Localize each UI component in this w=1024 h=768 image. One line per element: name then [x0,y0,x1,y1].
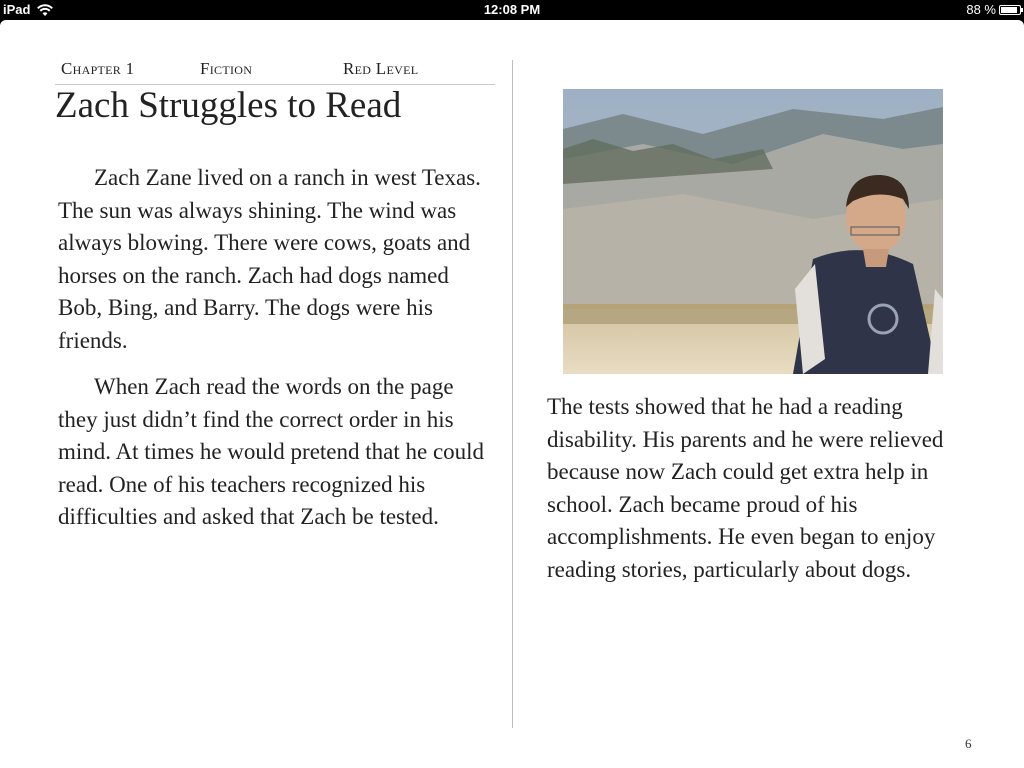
page-number: 6 [965,736,972,751]
running-header [55,59,495,85]
paragraph-1: Zach Zane lived on a ranch in west Texas. The sun was always shining. The wind was always blowing. There were cows, goats and horses on the ranch. Zach had dogs named Bob, Bing, and Barry. The dogs were his friends. [58,165,481,353]
level-label: Red Level [343,59,419,78]
battery-percent: 88 % [966,2,996,17]
paragraph-2: When Zach read the words on the page they just didn’t find the correct order in his mind. At times he would pretend that he could read. One of his teachers recognized his difficulties and asked that Zach be tested. [58,374,485,529]
book-page[interactable] [0,20,1024,768]
chapter-label: Chapter 1 [61,59,135,78]
right-column-text [547,391,967,586]
genre-label: Fiction [200,59,253,78]
photo-boy-in-field-icon [563,89,943,374]
paragraph-3: The tests showed that he had a reading disability. His parents and he were relieved because now Zach could get extra help in school. Zach became proud of his accomplishments. He even began to enjoy reading stories, particularly about dogs. [547,394,944,582]
battery-level [1001,7,1017,13]
story-photo [563,89,943,374]
wifi-icon [36,3,54,17]
battery-icon [999,5,1021,15]
story-title: Zach Struggles to Read [55,85,402,126]
page-divider [512,60,513,728]
status-bar [0,0,1024,20]
device-name: iPad [3,2,31,17]
status-time: 12:08 PM [483,2,541,17]
left-column-text [58,162,498,548]
